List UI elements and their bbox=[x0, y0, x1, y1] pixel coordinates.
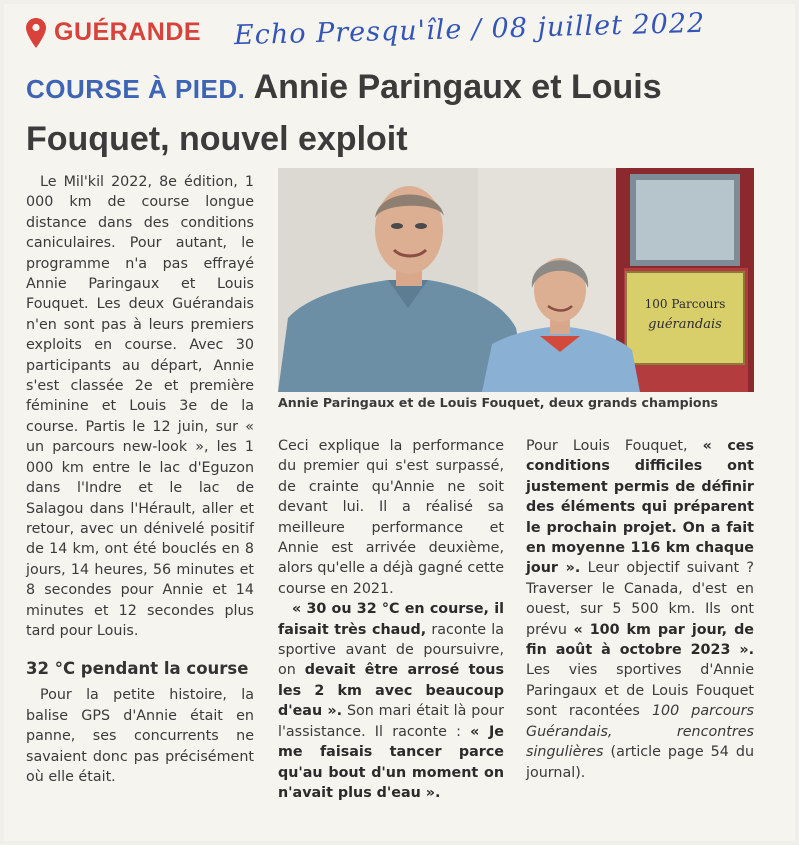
newspaper-clipping bbox=[4, 4, 795, 841]
body-text: Pour Louis Fouquet, bbox=[526, 438, 688, 454]
quote-text: « 30 ou 32 °C en course, il faisait très chaud, bbox=[278, 601, 504, 638]
body-text: Leur objectif suivant ? Traverser le Canada, d'est en ouest, sur 5 500 km. Ils ont prévu bbox=[526, 560, 754, 638]
article-photo bbox=[278, 168, 754, 392]
headline bbox=[26, 62, 786, 164]
body-text: Les vies sportives d'Annie Paringaux et de Louis Fouquet sont racontées bbox=[526, 662, 754, 720]
article-column-1 bbox=[26, 172, 254, 787]
body-text: (article page 54 du journal). bbox=[526, 744, 754, 781]
article-paragraph: Ceci explique la performance du premier qui s'est surpassé, de crainte qu'Annie ne soit devant lui. Il a réalisé sa meilleure performance et Annie est arrivée deuxième, alors qu'elle a déjà gagné cette course en 2021. bbox=[278, 438, 504, 597]
headline-title: Annie Paringaux et Louis Fouquet, nouvel exploit bbox=[26, 68, 662, 158]
location-pin-icon bbox=[26, 18, 46, 48]
book-title: 100 parcours Guérandais, rencontres singulières bbox=[526, 703, 754, 761]
headline-kicker: COURSE À PIED. bbox=[26, 74, 246, 104]
article-column-2 bbox=[278, 436, 504, 803]
photo-caption: Annie Paringaux et de Louis Fouquet, deux grands champions bbox=[278, 395, 719, 410]
section-place: GUÉRANDE bbox=[54, 18, 202, 46]
photo-sign-text-2: guérandais bbox=[648, 317, 722, 332]
quote-text: « 100 km par jour, de fin août à octobre 2023 ». bbox=[526, 621, 755, 659]
quote-text: « ces conditions difficiles ont justement permis de définir des éléments qui préparent le prochain projet. On a fait en moyenne 116 km chaque jour ». bbox=[526, 438, 754, 577]
article-paragraph bbox=[526, 436, 754, 783]
article-paragraph bbox=[278, 599, 504, 803]
photo-sign-text-1: 100 Parcours bbox=[644, 297, 726, 311]
quote-text: devait être arrosé tous les 2 km avec beaucoup d'eau ». bbox=[278, 662, 504, 720]
body-text: raconte la sportive avant de poursuivre, on bbox=[278, 621, 504, 679]
article-paragraph: Le Mil'kil 2022, 8e édition, 1 000 km de course longue distance dans des conditions caniculaires. Pour autant, le programme n'a pas effrayé Annie Paringaux et Louis Fouquet. Les deux Guérandais n'en sont pas à leurs premiers exploits en course. Avec 30 participants au départ, Annie s'est classée 2e et première féminine et Louis 3e de la course. Partis le 12 juin, sur « un parcours new-look », les 1 000 km entre le lac d'Eguzon dans l'Indre et le lac de Salagou dans l'Hérault, aller et retour, avec un dénivelé positif de 14 km, ont été bouclés en 8 jours, 14 heures, 56 minutes et 8 secondes pour Annie et 14 minutes et 12 secondes plus tard pour Louis. bbox=[26, 174, 254, 639]
quote-text: « Je me faisais tancer parce qu'au bout d'un moment on n'avait plus d'eau ». bbox=[278, 723, 505, 801]
article-paragraph: Pour la petite histoire, la balise GPS d'Annie était en panne, ses concurrents ne savaient donc pas précisément où elle était. bbox=[26, 687, 254, 785]
article-column-3 bbox=[526, 436, 754, 783]
photo-two-runners-icon bbox=[278, 168, 754, 392]
body-text: Son mari était là pour l'assistance. Il raconte : bbox=[278, 703, 505, 740]
handwritten-source-note: Echo Presqu'île / 08 juillet 2022 bbox=[233, 7, 706, 52]
article-subheading: 32 °C pendant la course bbox=[26, 659, 249, 679]
